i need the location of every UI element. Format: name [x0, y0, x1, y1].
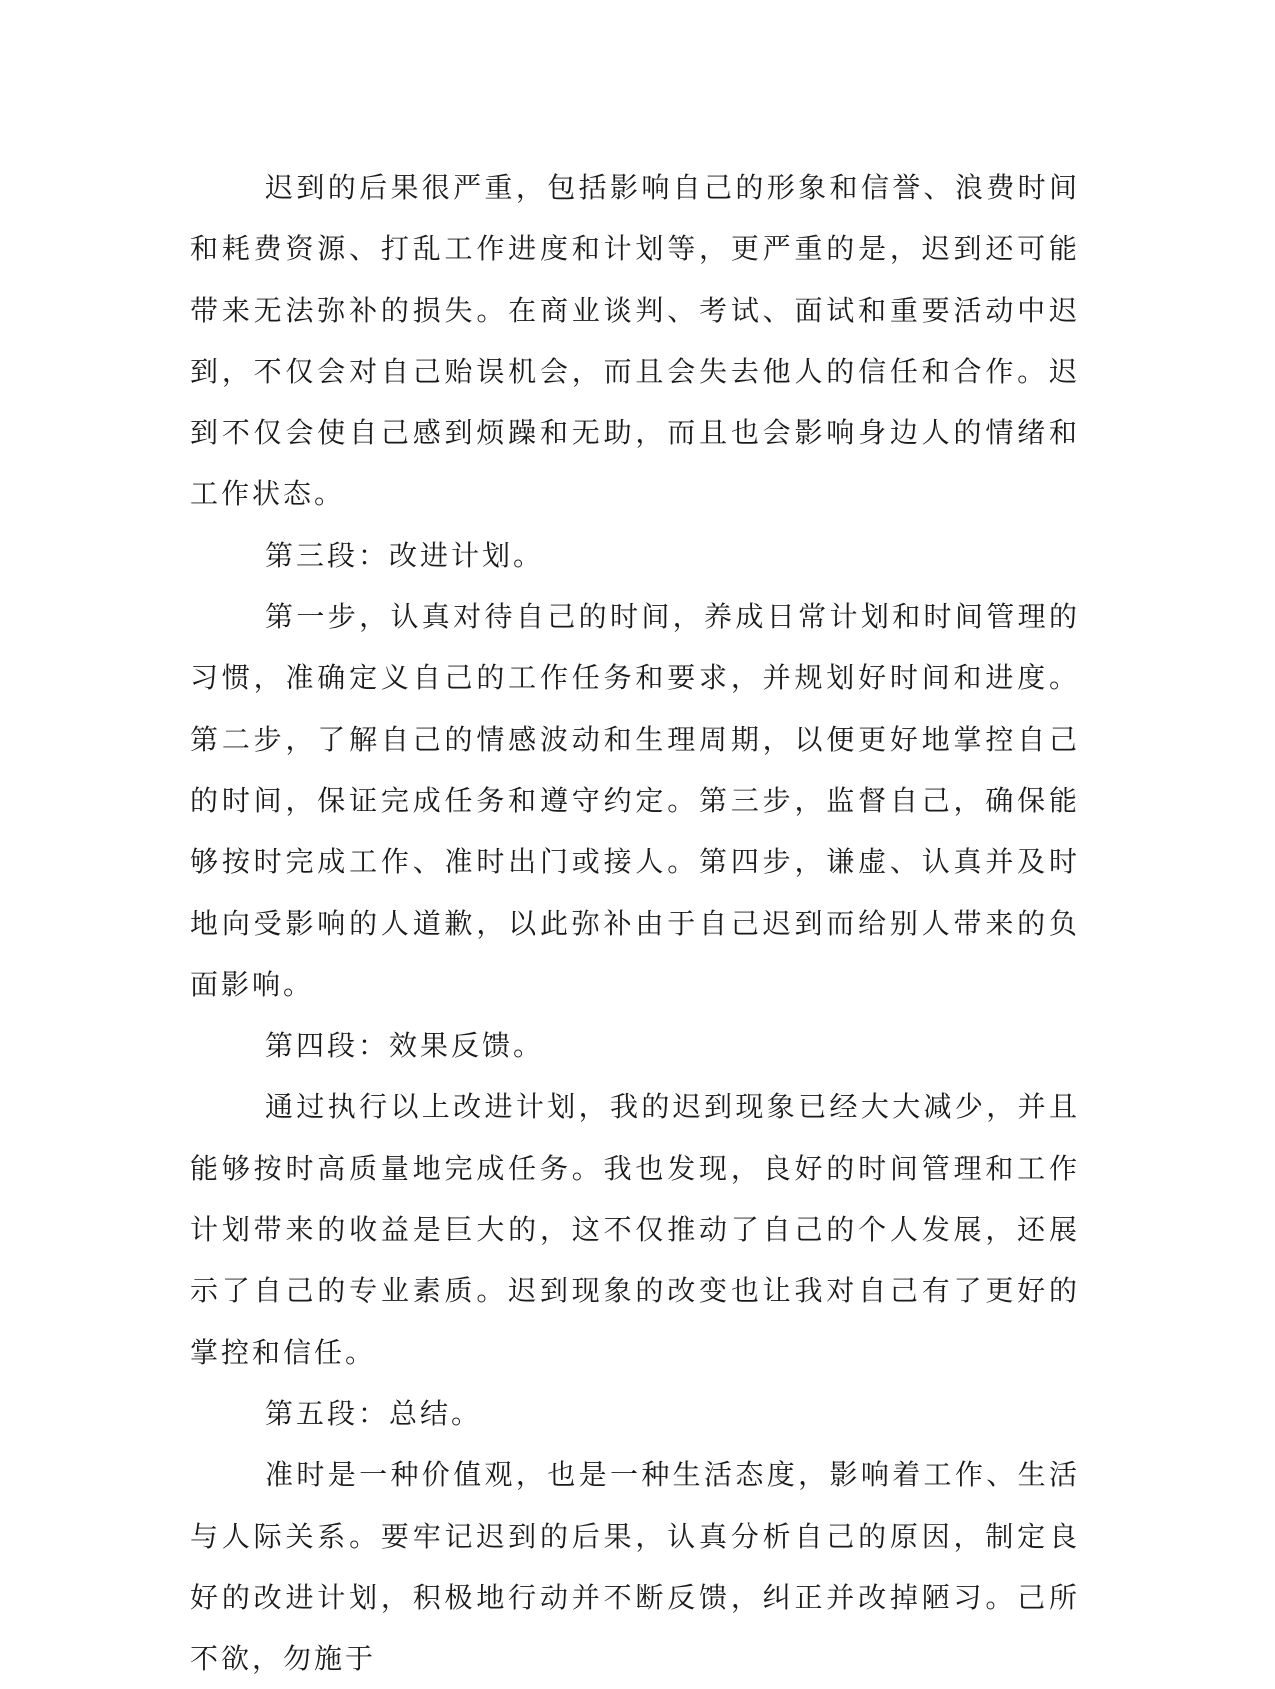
paragraph-feedback: 通过执行以上改进计划，我的迟到现象已经大大减少，并且能够按时高质量地完成任务。我也发现，良好的时间管理和工作计划带来的收益是巨大的，这不仅推动了自己的个人发展，还展示了自己的专业素质。迟到现象的改变也让我对自己有了更好的掌控和信任。	[190, 1090, 1080, 1369]
section-heading-3: 第三段：改进计划。	[265, 538, 545, 572]
section-heading-5: 第五段：总结。	[265, 1396, 483, 1430]
paragraph-consequences: 迟到的后果很严重，包括影响自己的形象和信誉、浪费时间和耗费资源、打乱工作进度和计划等，更严重的是，迟到还可能带来无法弥补的损失。在商业谈判、考试、面试和重要活动中迟到，不仅会对自己贻误机会，而且会失去他人的信任和合作。迟到不仅会使自己感到烦躁和无助，而且也会影响身边人的情绪和工作状态。	[190, 171, 1080, 511]
document-body	[190, 157, 1080, 1689]
paragraph-summary: 准时是一种价值观，也是一种生活态度，影响着工作、生活与人际关系。要牢记迟到的后果，认真分析自己的原因，制定良好的改进计划，积极地行动并不断反馈，纠正并改掉陋习。己所不欲，勿施于	[190, 1458, 1080, 1676]
section-heading-4: 第四段：效果反馈。	[265, 1029, 545, 1063]
paragraph-improvement-plan: 第一步，认真对待自己的时间，养成日常计划和时间管理的习惯，准确定义自己的工作任务和要求，并规划好时间和进度。第二步，了解自己的情感波动和生理周期，以便更好地掌控自己的时间，保证完成任务和遵守约定。第三步，监督自己，确保能够按时完成工作、准时出门或接人。第四步，谦虚、认真并及时地向受影响的人道歉，以此弥补由于自己迟到而给别人带来的负面影响。	[190, 600, 1080, 1001]
